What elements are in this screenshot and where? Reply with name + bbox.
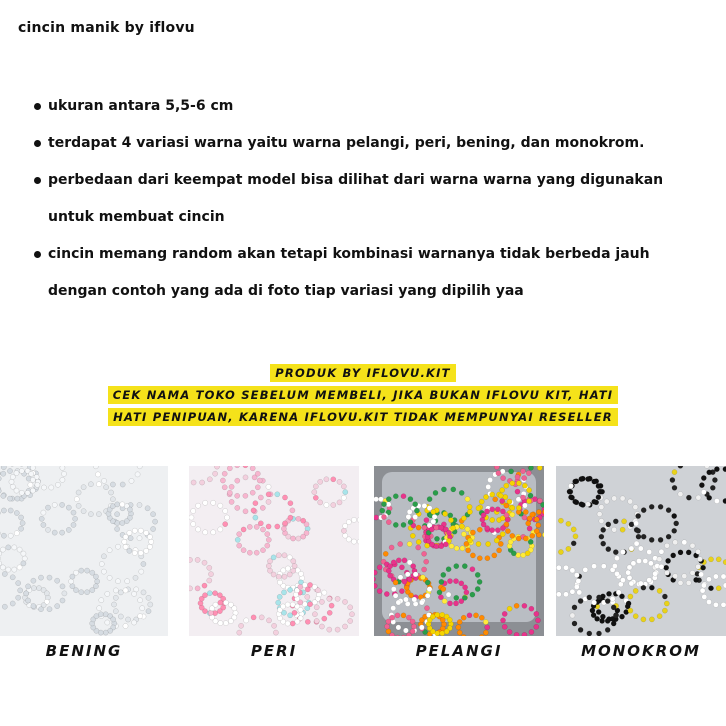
variant-labels <box>0 642 726 666</box>
label-bening: BENING <box>45 642 123 660</box>
notice-line-2: CEK NAMA TOKO SEBELUM MEMBELI, JIKA BUKAN IFLOVU KIT, HATI <box>112 388 614 402</box>
notice-text <box>108 364 619 426</box>
photo-pelangi <box>374 466 544 636</box>
notice-line-3: HATI PENIPUAN, KARENA IFLOVU.KIT TIDAK MEMPUNYAI RESELLER <box>113 410 613 424</box>
photo-peri <box>189 466 359 636</box>
list-item: ukuran antara 5,5-6 cm <box>34 88 694 125</box>
label-monokrom: MONOKROM <box>581 642 701 660</box>
list-item: terdapat 4 variasi warna yaitu warna pelangi, peri, bening, dan monokrom. <box>34 125 694 162</box>
label-pelangi: PELANGI <box>415 642 503 660</box>
label-peri: PERI <box>250 642 298 660</box>
description-list <box>34 88 694 310</box>
list-item: cincin memang random akan tetapi kombinasi warnanya tidak berbeda jauh dengan contoh yang ada di foto tiap variasi yang dipilih yaa <box>34 236 694 310</box>
photo-bening <box>0 466 168 636</box>
reseller-notice <box>0 362 726 428</box>
notice-line-1: PRODUK BY IFLOVU.KIT <box>275 366 451 380</box>
variant-photos <box>0 466 726 636</box>
page-title: cincin manik by iflovu <box>18 20 195 36</box>
photo-monokrom <box>556 466 726 636</box>
list-item: perbedaan dari keempat model bisa dilihat dari warna warna yang digunakan untuk membuat cincin <box>34 162 694 236</box>
